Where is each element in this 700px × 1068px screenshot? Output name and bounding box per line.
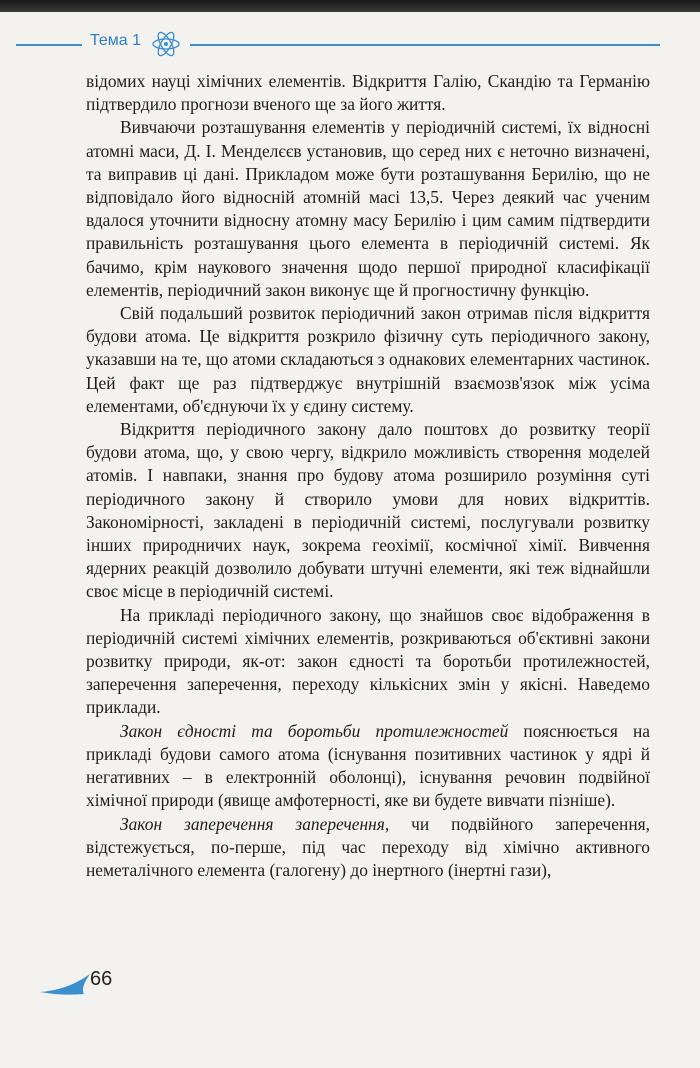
paragraph-atomic-mass: Вивчаючи розташування елементів у періодичній системі, їх відносні атомні маси, Д. І. Менделєєв установив, що серед них є неточно визначені, та виправив ці дані. Прикладом може бути розташування Берилію, що не відповідало його відносній атомній масі 13,5. Через деякий час ученим вдалося уточнити відносну атомну масу Берилію і цим самим підтвердити правильність розташування цього елемента в періодичній системі. Як бачимо, крім наукового значення щодо першої природної класифікації елементів, періодичний закон виконує ще й прогностичну функцію. bbox=[86, 117, 650, 300]
paragraph-discoveries: Відкриття періодичного закону дало поштовх до розвитку теорії будови атома, що, у свою чергу, відкрило можливість створення моделей атомів. І навпаки, знання про будову атома розширило розуміння суті періодичного закону й створило умови для нових відкриттів. Закономірності, закладені в періодичній системі, послугували розвитку інших природничих наук, зокрема геохімії, космічної хімії. Вивчення ядерних реакцій дозволило добувати штучні елементи, які теж віднайшли своє місце в періодичній системі. bbox=[86, 419, 650, 602]
top-edge bbox=[0, 0, 700, 12]
page-footer bbox=[40, 962, 160, 1002]
page-number: 66 bbox=[90, 968, 113, 990]
paragraph-unity-of-opposites bbox=[86, 720, 650, 813]
term-negation-of-negation: Закон заперечення заперечення bbox=[120, 813, 385, 834]
paragraph-atom-structure: Свій подальший розвиток періодичний закон отримав після відкриття будови атома. Це відкриття розкрило фізичну суть періодичного закону, указавши на те, що атоми складаються з однакових елементарних частинок. Цей факт ще раз підтверджує внутрішній взаємозв'язок між усіма елементами, об'єднуючи їх у єдину систему. bbox=[86, 303, 650, 416]
topic-label: Тема 1 bbox=[90, 32, 142, 49]
page-header bbox=[0, 30, 700, 60]
paragraph-laws-of-nature: На прикладі періодичного закону, що знайшов своє відображення в періодичній системі хімічних елементів, розкриваються об'єктивні закони розвитку природи, як-от: закон єдності та боротьби протилежностей, заперечення заперечення, переходу кількісних змін у якісні. Наведемо приклади. bbox=[86, 604, 650, 718]
atom-icon bbox=[150, 30, 182, 58]
paragraph-negation-text: , чи подвійного заперечення, відстежується, по-перше, під час переходу від хімічно активного неметалічного елемента (галогену) до інертного (інертні гази), bbox=[86, 813, 650, 880]
term-unity-of-opposites: Закон єдності та боротьби протилежностей bbox=[120, 720, 509, 741]
page-body bbox=[86, 70, 650, 882]
header-rule-right bbox=[190, 44, 660, 46]
paragraph-unity-text: пояснюється на прикладі будови самого атома (існування позитивних частинок у ядрі й негативних – в електронній оболонці), існування речовин подвійної хімічної природи (явище амфотерності, яке ви будете вивчати пізніше). bbox=[86, 720, 651, 811]
header-rule-left bbox=[16, 44, 82, 46]
paragraph-continued: відомих науці хімічних елементів. Відкриття Галію, Скандію та Германію підтвердило прогнози вченого ще за його життя. bbox=[86, 71, 650, 115]
paragraph-negation-of-negation bbox=[86, 813, 650, 883]
